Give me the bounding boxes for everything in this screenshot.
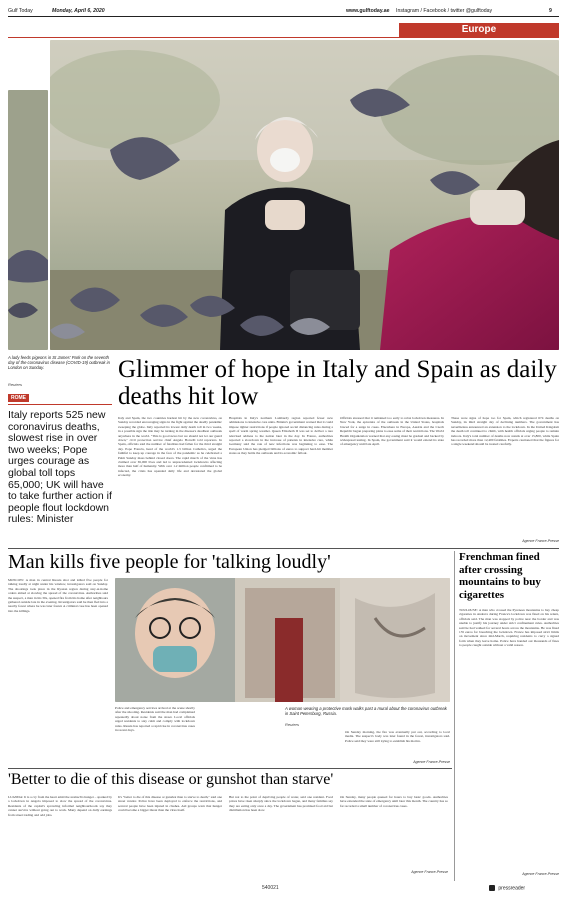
- lead-body-col1: Italy and Spain, the two countries hardest hit by the new coronavirus, on Sunday recorded encouraging signs in the fight against the deadly pandemic sweeping the globe. Italy reported its lowest daily death toll in two weeks, in a possible sign the tide may be turning in the disease's deadliest outbreak anywhere in the world. "This is good news but we should not let our guard down," civil protection service chief Angelo Borrelli told reporters. In Spain, officials said the number of fatalities had fallen for the third straight day. Pope Francis, head of the world's 1.3 billion Catholics, urged the faithful to keep up courage in the face of the pandemic as he celebrated a Palm Sunday mass behind closed doors. The rapid march of the virus has claimed over 65,000 lives and led to unprecedented lockdowns affecting more than half of humanity. With over 1.2 million people confirmed to be infected, the crisis has upended daily life and devastated the global economy.: [118, 416, 222, 478]
- story3-body: TOULOUSE: A man who crossed the Pyrenees mountains to buy cheap cigarettes in Andorra during France's lockdown was fined on his return, officials said. The man was stopped by police near the border and was unable to justify his journey under strict confinement rules. Authorities said he had walked for several hours across the mountains. He was fined 135 euros for breaching the lockdown. France has imposed strict limits on movement since mid-March, requiring residents to carry a signed form when they leave home. Police have handed out thousands of fines to people caught outside without a valid reason.: [459, 608, 559, 648]
- pigeon-park-photo: [50, 40, 559, 350]
- story4-headline: 'Better to die of this disease or gunshot than starve': [8, 771, 334, 788]
- pressreader-icon: [489, 885, 495, 891]
- dateline-rule: [8, 404, 112, 405]
- lead-photo-caption: A lady feeds pigeons in St James' Park on the seventh day of the coronavirus disease (COVID-19) outbreak in London on Sunday.: [8, 355, 110, 370]
- story3-headline: Frenchman fined after crossing mountains to buy cigarettes: [459, 551, 541, 601]
- story2-credit: Reuters: [285, 722, 300, 727]
- lead-summary: Italy reports 525 new coronavirus deaths, slowest rise in over two weeks; Pope urges courage as global toll tops 65,000; UK will have to take further action if people flout lockdown rules: Minister: [8, 409, 112, 526]
- section-rule: [8, 37, 559, 38]
- story4-body-col1: LUANDA: It is a cry from the heart amid the stomach's hunger – sparked by a lockdown in Angola imposed to slow the spread of the coronavirus. Residents of the capital's sprawling informal neighbourhoods say they cannot survive without going out to work. Many depend on daily earnings from street trading and odd jobs.: [8, 795, 112, 817]
- story2-body-col2b: [200, 706, 280, 766]
- page-code: 540021: [262, 885, 279, 891]
- story2-body: MOSCOW: A man in central Russia shot and killed five people for talking loudly at night under his window, investigators said on Sunday. The shootings took place in the Ryazan region during stay-at-home orders aimed at slowing the spread of the coronavirus. Authorities said the suspect, a man in his 30s, opened fire from his home after neighbours gathered outside late in the evening. Investigators said he then fled into a nearby forest where he was later found. A criminal case has been opened into the killings.: [8, 578, 108, 613]
- website-link[interactable]: www.gulftoday.ae: [346, 8, 390, 14]
- story4-body-col3: But not to the point of depriving people of water, said one resident. Food prices have risen sharply since the lockdown began, and many families say they are eating only once a day. The government has promised food aid but distribution has been slow.: [229, 795, 333, 813]
- mural-photo: [115, 578, 450, 702]
- lead-body-col2: Hospitals in Italy's northern Lombardy region reported fewer new admissions to intensive care units. Britain's government warned that it could impose tighter restrictions if people ignored social distancing rules during a spell of warm spring weather. Queen Elizabeth II was set to deliver a rare televised address to the nation later in the day. In France, authorities reported a slowdown in the increase of patients in intensive care, while Germany said the rate of new infections was beginning to ease. The European Union has pledged billions of euros to support hard-hit member states as they battle the outbreak and its economic fallout.: [229, 416, 333, 456]
- dateline-tag: ROME: [8, 394, 29, 402]
- lead-photo-left-strip: [8, 90, 48, 350]
- story2-photo: [115, 578, 450, 702]
- masthead-name: Gulf Today: [8, 8, 33, 14]
- story4-body-col2: It's "better to die of this disease or gunshot than to starve to death," said one street vendor. Police have been deployed to enforce the restrictions, and several people have been injured in clashes. Aid groups warn that hunger could become a bigger threat than the virus itself.: [118, 795, 222, 813]
- story2-byline: Agence France-Presse: [413, 760, 450, 764]
- lead-headline: Glimmer of hope in Italy and Spain as daily deaths hit low: [118, 356, 557, 410]
- lead-byline: Agence France-Presse: [522, 539, 559, 543]
- lead-photo-credit: Reuters: [8, 382, 23, 387]
- issue-date: Monday, April 6, 2020: [52, 8, 105, 14]
- column-divider: [454, 551, 455, 881]
- lead-body-col3: Officials stressed that it remained too early to relax lockdown measures. In New York, the epicentre of the outbreak in the United States, hospitals braced for a surge in cases. Elsewhere in Europe, Austria and the Czech Republic began preparing plans to ease some of their restrictions. The World Health Organization warned that any easing must be gradual and backed by widespread testing. In Spain, the government said it would extend its state of emergency until late April.: [340, 416, 444, 447]
- pigeon-photo-strip: [8, 90, 48, 350]
- story4-byline: Agence France-Presse: [411, 870, 448, 874]
- pressreader-label: pressreader: [498, 885, 526, 892]
- story-divider-2: [8, 768, 452, 769]
- section-banner: Europe: [399, 23, 559, 37]
- lead-photo: [50, 40, 559, 350]
- lead-body-col4: These were signs of hope too for Spain, which registered 674 deaths on Sunday, its third straight day of declining numbers. The government has nevertheless announced an extension to the lockdown. In the United Kingdom the death toll continued to climb, with health officials urging people to remain indoors. Italy's total number of deaths now stands at over 15,800, while Spain has recorded more than 12,400 fatalities. Experts cautioned that the figures for a single weekend should be treated carefully.: [451, 416, 559, 447]
- story2-body-col2: Police and emergency services arrived at the scene shortly after the shooting. Residents said the man had complained repeatedly about noise from the street. Local officials urged residents to stay calm and comply with lockdown rules. Russia has reported a rapid rise in coronavirus cases in recent days.: [115, 706, 195, 733]
- story4-body-col4: On Sunday, many people queued for hours to buy basic goods. Authorities have extended the state of emergency until later this month. The country has so far recorded a small number of coronavirus cases.: [340, 795, 448, 808]
- story3-byline: Agence France-Presse: [522, 872, 559, 876]
- story-divider-1: [8, 548, 559, 549]
- story2-headline: Man kills five people for 'talking loudly': [8, 551, 331, 573]
- story2-body-col3: On Sunday morning, the fire was eventually put out, according to local media. The suspect's body was later found in the forest, investigators said. Police said they were still trying to establish his motive.: [345, 730, 450, 743]
- story2-caption: A woman wearing a protective mask walks past a mural about the coronavirus outbreak in Saint Petersburg, Russia.: [285, 706, 447, 716]
- page-number: 9: [549, 8, 552, 14]
- social-handles[interactable]: Instagram / Facebook / twitter @gulftoday: [396, 8, 493, 14]
- pressreader-logo: [489, 885, 525, 891]
- header-rule: [8, 16, 559, 17]
